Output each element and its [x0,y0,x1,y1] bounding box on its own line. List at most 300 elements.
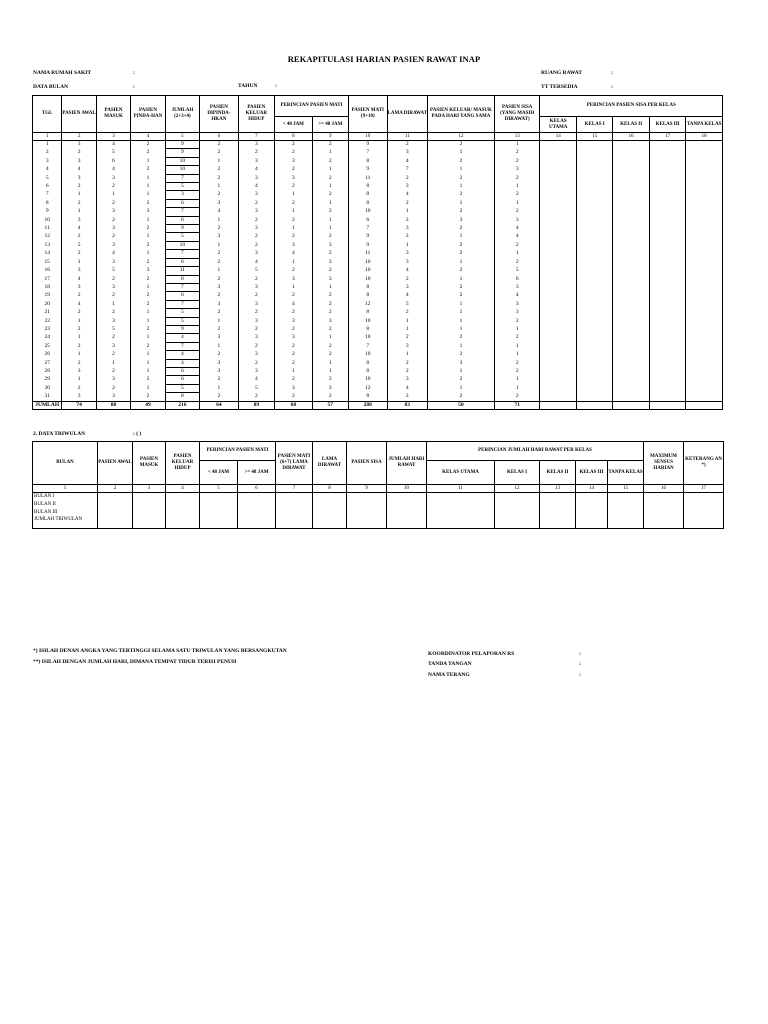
data-cell: 4 [387,191,428,199]
data-cell: 2 [200,393,238,401]
data-cell [540,367,576,375]
col-tanpa-kelas: TANPA KELAS [686,117,723,133]
data-cell: 6 [165,292,199,300]
column-number: 15 [576,133,612,141]
data-cell [686,241,723,249]
tgl-cell: 10 [33,216,62,224]
data-cell: 1 [62,258,96,266]
data-cell [576,393,612,401]
data-cell: 2 [62,199,96,207]
tw-data-cell [608,493,644,529]
data-cell: 4 [387,267,428,275]
column-number: 13 [494,133,540,141]
data-cell: 4 [165,334,199,342]
data-cell: 2 [200,225,238,233]
data-cell [540,199,576,207]
data-cell [576,241,612,249]
column-number: 16 [613,133,649,141]
total-label: JUMLAH [33,401,62,409]
data-cell: 2 [200,258,238,266]
data-cell [686,199,723,207]
tgl-cell: 5 [33,174,62,182]
data-cell: 1 [312,225,348,233]
data-cell: 1 [131,233,165,241]
col-lt48: < 48 JAM [275,117,312,133]
col-kelas-i: KELAS I [576,117,612,133]
table-row [33,216,723,224]
table-row [33,283,723,291]
tgl-cell: 14 [33,250,62,258]
data-cell: 1 [62,334,96,342]
col-pasien-keluar-hidup: PASIEN KELUAR HIDUP [238,96,274,133]
tgl-cell: 31 [33,393,62,401]
data-cell: 4 [494,233,540,241]
data-cell: 4 [275,300,312,308]
data-cell: 2 [96,367,130,375]
data-cell: 3 [494,300,540,308]
data-cell: 2 [131,241,165,249]
data-cell: 9 [349,233,387,241]
data-cell: 10 [165,166,199,174]
data-cell: 1 [200,342,238,350]
tw-data-cell [238,493,276,529]
col-kelas-ii: KELAS II [613,117,649,133]
tw-column-number: 4 [166,485,200,493]
data-cell [649,233,685,241]
data-cell: 6 [165,376,199,384]
data-cell [540,267,576,275]
data-cell: 3 [428,359,495,367]
data-cell [540,342,576,350]
data-cell: 2 [131,225,165,233]
tgl-cell: 15 [33,258,62,266]
data-cell [649,199,685,207]
data-cell: 2 [494,367,540,375]
data-cell [649,183,685,191]
total-row [33,401,723,409]
data-cell [576,149,612,157]
data-cell: 5 [96,267,130,275]
data-cell: 10 [349,376,387,384]
data-cell [576,191,612,199]
data-cell [613,191,649,199]
data-cell [576,292,612,300]
data-cell: 5 [96,149,130,157]
data-cell [576,225,612,233]
data-cell: 2 [312,191,348,199]
data-cell: 7 [165,174,199,182]
data-cell: 3 [238,367,274,375]
col-keluar-masuk-sama: PASIEN KELUAR/ MASUK PADA HARI YANG SAMA [428,96,495,133]
data-cell: 2 [275,149,312,157]
data-cell [613,174,649,182]
col-pasien-dipindahkan: PASIEN DIPINDA-HKAN [200,96,238,133]
data-cell [649,300,685,308]
data-cell: 10 [349,258,387,266]
data-cell: 3 [62,174,96,182]
ruang-rawat-label: RUANG RAWAT [541,70,582,76]
data-cell [686,258,723,266]
table-row [33,199,723,207]
data-cell: 1 [312,199,348,207]
data-cell: 3 [387,250,428,258]
data-cell [613,233,649,241]
data-cell [576,283,612,291]
data-cell [613,141,649,149]
data-cell [686,141,723,149]
data-cell: 1 [275,225,312,233]
data-cell: 1 [428,300,495,308]
data-cell: 9 [349,141,387,149]
tw-data-cell [313,493,347,529]
column-number: 11 [387,133,428,141]
data-cell: 1 [131,317,165,325]
data-cell [649,309,685,317]
data-cell: 2 [238,233,274,241]
table-row [33,241,723,249]
data-cell: 7 [165,208,199,216]
data-cell: 10 [349,208,387,216]
data-cell: 3 [200,300,238,308]
data-cell: 3 [238,141,274,149]
data-cell [576,351,612,359]
data-cell: 1 [131,191,165,199]
data-cell [540,292,576,300]
data-cell: 1 [96,300,130,308]
column-number: 6 [200,133,238,141]
data-cell [540,300,576,308]
data-cell: 2 [275,359,312,367]
data-cell: 2 [275,342,312,350]
data-cell: 10 [349,317,387,325]
data-cell: 4 [238,183,274,191]
total-cell [613,401,649,409]
data-cell: 7 [349,225,387,233]
data-cell [649,241,685,249]
data-cell: 1 [200,267,238,275]
data-cell: 2 [275,376,312,384]
footnote-1: *) ISILAH DENAN ANGKA YANG TERTINGGI SELAMA SATU TRIWULAN YANG BERSANGKUTAN [33,648,287,654]
data-cell: 3 [62,367,96,375]
data-cell: 3 [238,250,274,258]
column-number: 9 [312,133,348,141]
data-cell: 2 [238,342,274,350]
data-cell [686,283,723,291]
table-row [33,384,723,392]
column-number: 2 [62,133,96,141]
col-jumlah: JUMLAH (2+3+4) [165,96,199,133]
data-cell: 8 [349,393,387,401]
data-cell [613,325,649,333]
tgl-cell: 12 [33,233,62,241]
data-cell [649,208,685,216]
data-cell: 2 [131,149,165,157]
data-cell [540,325,576,333]
data-cell: 3 [62,267,96,275]
data-cell: 3 [200,199,238,207]
data-cell: 2 [131,258,165,266]
data-cell: 3 [200,367,238,375]
tahun-label: TAHUN [238,83,258,89]
data-cell [613,166,649,174]
data-cell: 1 [200,384,238,392]
data-cell: 2 [312,208,348,216]
data-cell [686,393,723,401]
data-cell [540,317,576,325]
data-cell: 2 [131,141,165,149]
data-cell: 2 [275,141,312,149]
tgl-cell: 27 [33,359,62,367]
data-cell: 1 [96,191,130,199]
data-cell: 2 [96,199,130,207]
total-cell: 50 [428,401,495,409]
table-row [33,359,723,367]
data-cell: 2 [62,342,96,350]
data-cell: 5 [165,317,199,325]
data-cell: 2 [387,367,428,375]
total-cell: 71 [494,401,540,409]
data-cell: 2 [387,359,428,367]
data-cell [686,183,723,191]
data-cell [686,166,723,174]
data-cell: 7 [165,300,199,308]
data-cell [613,275,649,283]
col-pasien-awal: PASIEN AWAL [62,96,96,133]
column-number: 17 [649,133,685,141]
data-cell [576,216,612,224]
data-cell: 2 [494,359,540,367]
data-cell: 2 [428,351,495,359]
data-cell [613,309,649,317]
data-cell: 1 [494,376,540,384]
col-pasien-sisa: PASIEN SISA (YANG MASIH DIRAWAT) [494,96,540,133]
triwulan-table [32,441,724,529]
tw-column-number: 16 [644,485,684,493]
tgl-cell: 9 [33,208,62,216]
data-cell: 3 [200,334,238,342]
table-row [33,376,723,384]
data-cell [576,334,612,342]
data-cell: 1 [312,166,348,174]
data-cell: 2 [428,157,495,165]
data-cell [540,208,576,216]
data-cell [613,241,649,249]
data-cell: 1 [131,367,165,375]
tgl-cell: 26 [33,351,62,359]
nama-rumah-sakit-label: NAMA RUMAH SAKIT [33,70,92,76]
data-cell: 1 [275,208,312,216]
data-cell [576,250,612,258]
data-cell: 2 [275,325,312,333]
table-row [33,157,723,165]
data-cell [540,275,576,283]
data-cell [649,334,685,342]
data-cell: 9 [349,166,387,174]
data-cell: 4 [62,225,96,233]
data-cell: 1 [428,317,495,325]
data-cell [576,166,612,174]
data-cell [540,258,576,266]
data-cell: 9 [165,149,199,157]
data-cell: 1 [312,283,348,291]
tw-col-gte48: >= 48 JAM [238,461,276,485]
tw-data-cell [347,493,387,529]
data-cell: 2 [428,241,495,249]
tw-col-tanpa-kelas: TANPA KELAS [608,461,644,485]
tgl-cell: 1 [33,141,62,149]
data-cell [649,325,685,333]
data-cell [686,267,723,275]
tw-col-jumlah-hari: JUMLAH HARI RAWAT [387,442,427,485]
data-cell: 2 [200,275,238,283]
table-row [33,233,723,241]
data-cell: 3 [238,174,274,182]
tanda-tangan-colon: : [579,661,581,667]
data-cell: 3 [275,334,312,342]
data-cell: 10 [165,157,199,165]
tgl-cell: 18 [33,283,62,291]
data-cell [686,376,723,384]
data-cell: 3 [275,317,312,325]
data-cell: 8 [349,292,387,300]
data-cell [613,342,649,350]
data-cell: 2 [387,141,428,149]
data-cell: 2 [312,267,348,275]
data-cell: 1 [494,351,540,359]
data-cell [686,384,723,392]
data-cell: 3 [312,241,348,249]
data-cell: 8 [349,183,387,191]
tw-data-cell [200,493,238,529]
data-cell: 5 [238,384,274,392]
data-cell [613,250,649,258]
data-cell: 1 [428,384,495,392]
table-row [33,325,723,333]
data-cell: 2 [200,376,238,384]
total-cell [649,401,685,409]
data-cell: 2 [312,141,348,149]
data-cell: 1 [275,191,312,199]
data-cell [576,367,612,375]
data-cell: 3 [62,393,96,401]
data-cell: 2 [131,166,165,174]
data-cell [613,384,649,392]
data-cell: 4 [238,376,274,384]
data-cell: 2 [275,166,312,174]
data-cell: 3 [387,342,428,350]
data-cell [540,166,576,174]
column-number: 14 [540,133,576,141]
data-cell [649,174,685,182]
col-pasien-masuk: PASIEN MASUK [96,96,130,133]
data-cell: 3 [494,166,540,174]
data-cell [576,157,612,165]
data-cell: 2 [275,216,312,224]
tw-data-cell [495,493,540,529]
data-cell [613,208,649,216]
data-cell: 1 [200,216,238,224]
data-cell: 2 [494,317,540,325]
data-cell: 2 [428,208,495,216]
data-cell [686,208,723,216]
data-cell: 3 [387,183,428,191]
table-row [33,334,723,342]
data-cell: 3 [131,208,165,216]
data-cell: 3 [238,191,274,199]
data-cell: 2 [62,309,96,317]
data-cell [540,250,576,258]
data-cell: 1 [275,283,312,291]
data-cell: 2 [312,342,348,350]
data-cell: 6 [165,199,199,207]
total-cell [540,401,576,409]
table-row [33,183,723,191]
data-cell: 1 [494,183,540,191]
data-cell: 1 [494,384,540,392]
data-cell: 2 [312,309,348,317]
data-cell: 3 [96,342,130,350]
data-cell [613,393,649,401]
tw-col-kelas-i: KELAS I [495,461,540,485]
data-cell: 3 [312,317,348,325]
data-cell [649,250,685,258]
data-cell: 10 [349,275,387,283]
data-cell: 2 [131,342,165,350]
data-cell: 12 [349,300,387,308]
data-cell: 2 [387,334,428,342]
data-cell [686,174,723,182]
table-row [33,309,723,317]
tw-column-number: 5 [200,485,238,493]
data-cell [686,300,723,308]
data-cell: 1 [131,334,165,342]
data-cell: 1 [131,183,165,191]
total-cell: 83 [387,401,428,409]
data-cell: 8 [349,309,387,317]
data-cell: 5 [165,384,199,392]
data-cell [686,275,723,283]
data-cell [686,157,723,165]
data-cell: 8 [349,367,387,375]
data-cell: 2 [312,300,348,308]
data-cell [686,191,723,199]
data-cell: 2 [387,216,428,224]
data-cell: 2 [238,275,274,283]
tgl-cell: 6 [33,183,62,191]
tw-column-number: 10 [387,485,427,493]
tw-col-kelas-iii: KELAS III [576,461,608,485]
tw-column-number: 12 [495,485,540,493]
data-cell: 2 [494,393,540,401]
col-perincian-sisa: PERINCIAN PASIEN SISA PER KELAS [540,96,723,117]
tw-col-lt48: < 48 JAM [200,461,238,485]
table-row [33,141,723,149]
data-cell: 4 [494,225,540,233]
data-cell: 2 [62,183,96,191]
data-cell: 2 [428,174,495,182]
data-cell [613,300,649,308]
data-cell: 2 [428,250,495,258]
tw-col-pasien-keluar-hidup: PASIEN KELUAR HIDUP [166,442,200,485]
data-cell: 3 [387,149,428,157]
data-cell [613,183,649,191]
data-cell: 2 [200,166,238,174]
data-cell [576,267,612,275]
column-number: 4 [131,133,165,141]
column-number: 1 [33,133,62,141]
data-cell [686,225,723,233]
data-cell: 3 [238,300,274,308]
